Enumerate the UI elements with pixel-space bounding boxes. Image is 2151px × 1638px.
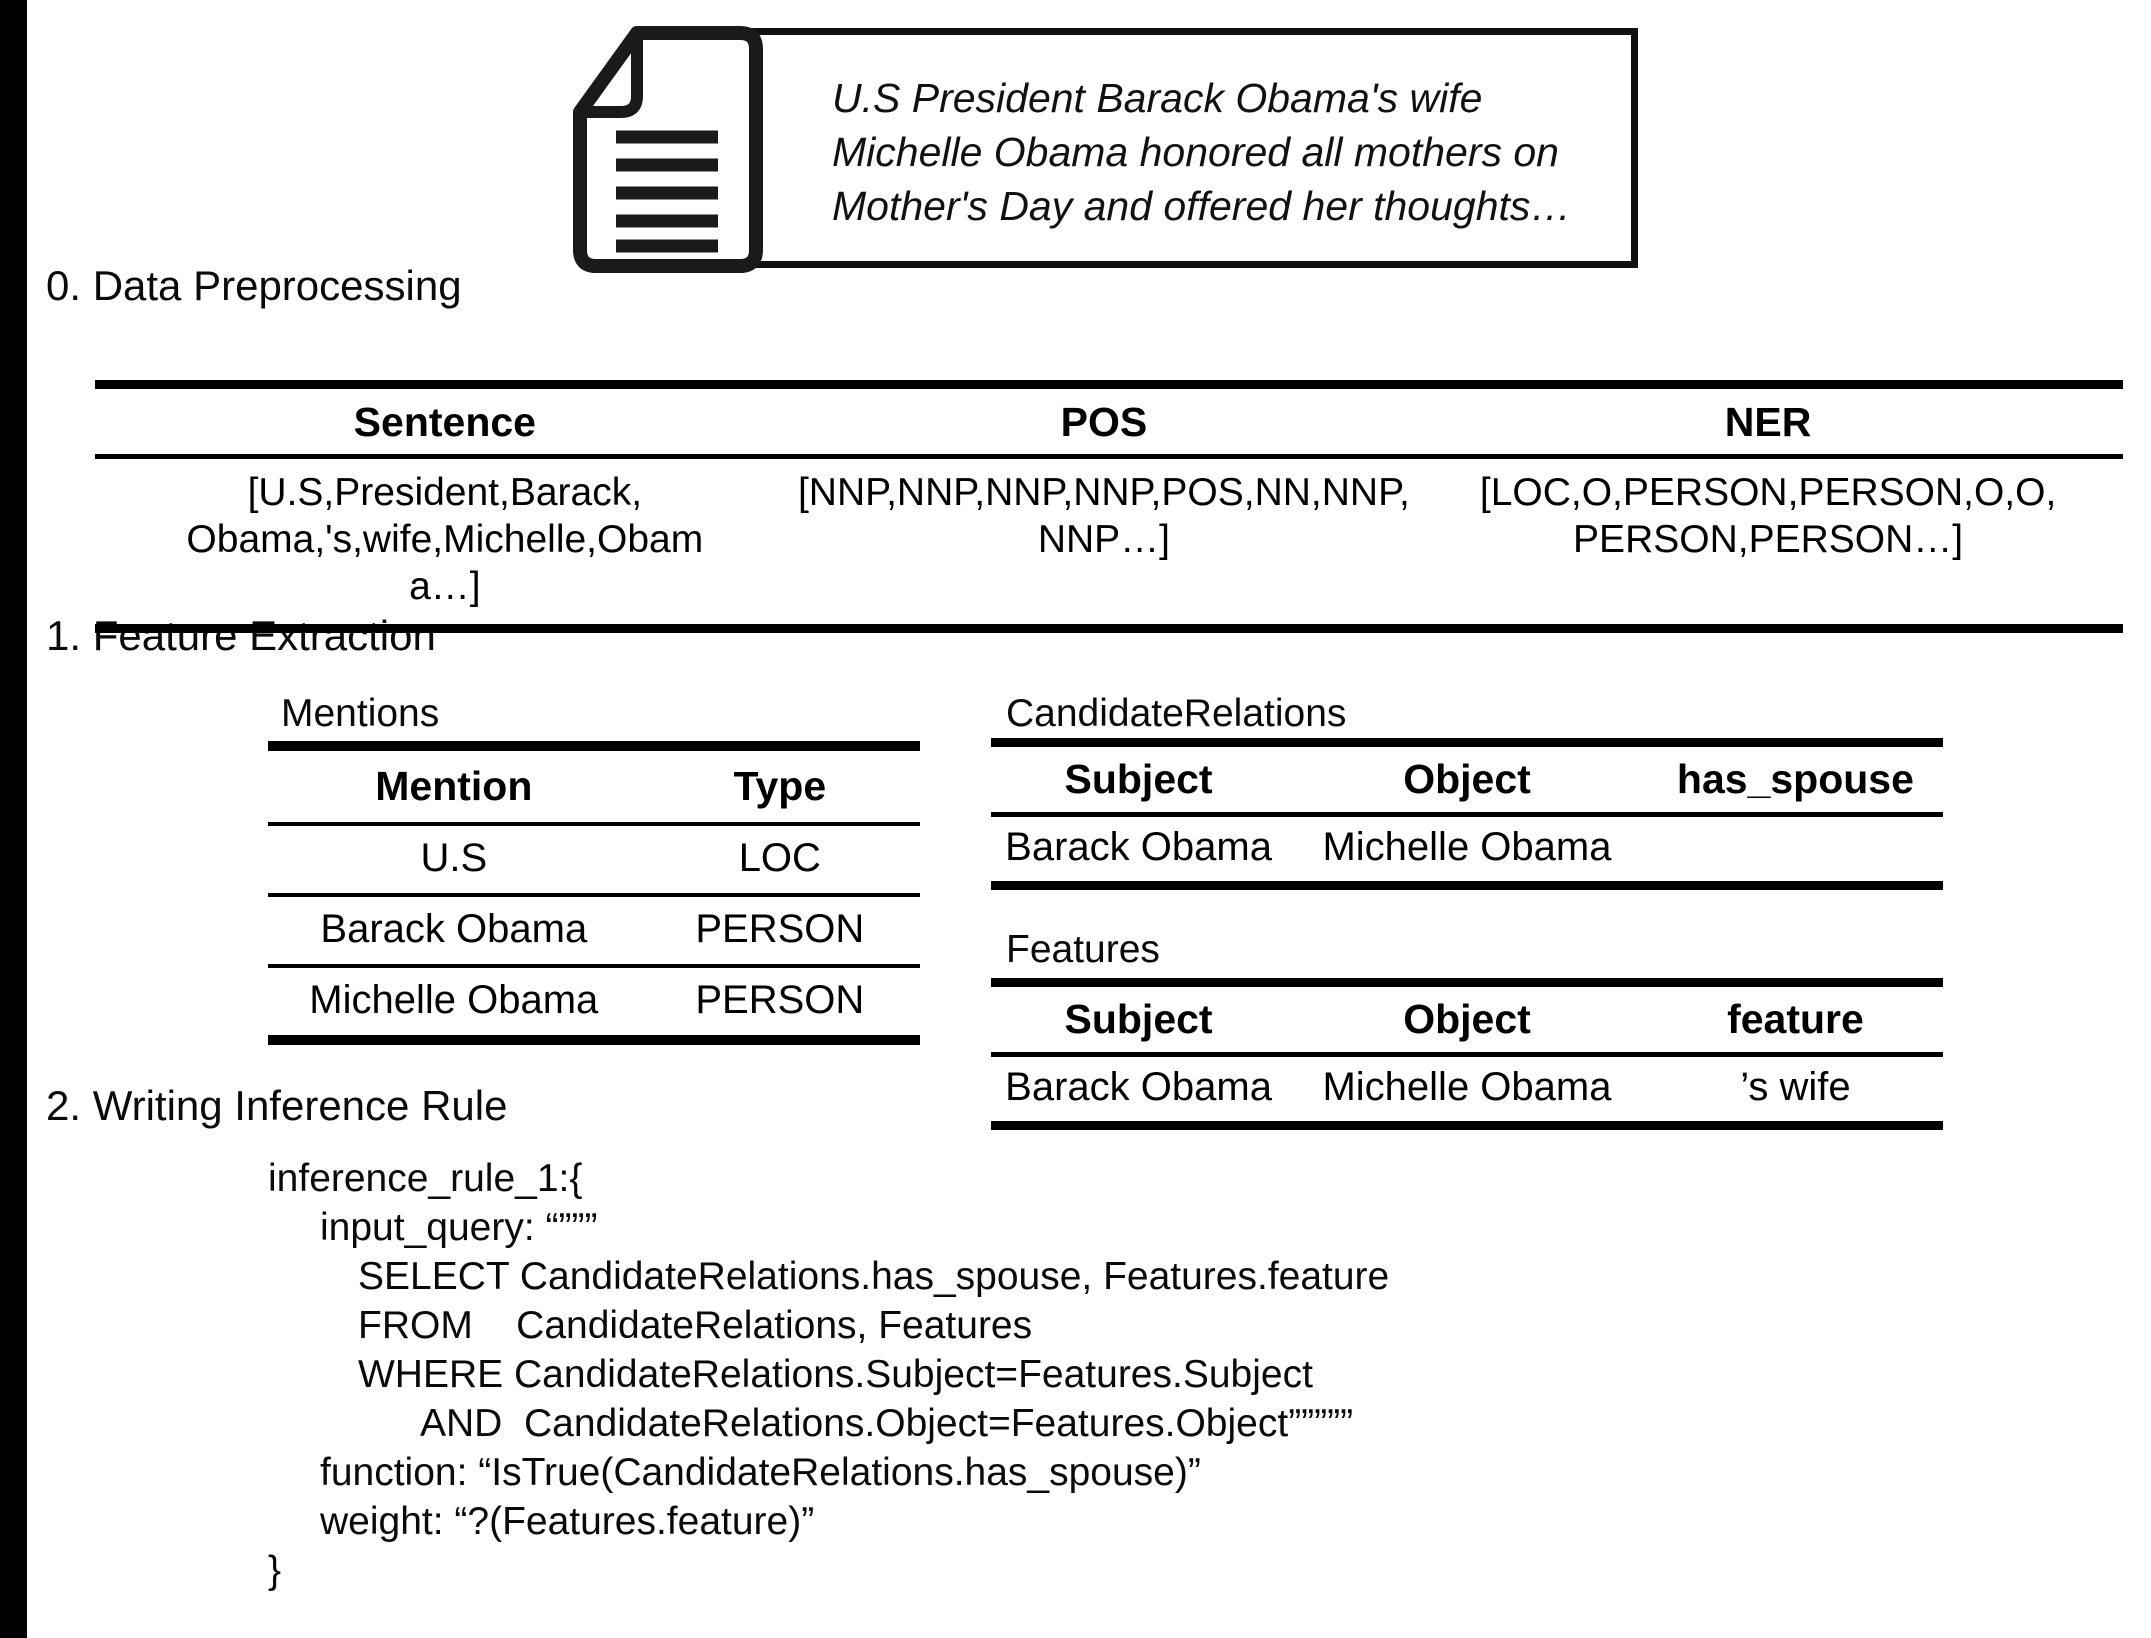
pos-cell: [795, 457, 1414, 629]
object-cell: Michelle Obama: [1286, 815, 1648, 886]
column-header: feature: [1648, 983, 1943, 1055]
table-row: [268, 895, 920, 966]
code-line: }: [268, 1549, 282, 1592]
mentions-table: [268, 741, 920, 1045]
section-2-heading: 2. Writing Inference Rule: [46, 1082, 508, 1129]
code-line: weight: “?(Features.feature)”: [320, 1500, 815, 1543]
mentions-table-label: Mentions: [281, 692, 440, 735]
scan-edge-bar: [0, 0, 27, 1638]
code-line: function: “IsTrue(CandidateRelations.has_spouse)”: [320, 1451, 1201, 1494]
cell-line: [NNP,NNP,NNP,NNP,POS,NN,NNP,: [797, 471, 1410, 514]
code-line: inference_rule_1:{: [268, 1157, 583, 1200]
cell-line: a…]: [409, 565, 481, 608]
table-row: [95, 457, 2123, 629]
column-header: Object: [1286, 743, 1648, 815]
cell-line: Obama,'s,wife,Michelle,Obam: [186, 518, 704, 561]
subject-cell: Barack Obama: [991, 815, 1286, 886]
column-header: Type: [640, 746, 920, 824]
sentence-cell: [95, 457, 795, 629]
mention-cell: Barack Obama: [268, 895, 640, 966]
cell-line: [U.S,President,Barack,: [247, 471, 643, 514]
document-note-box: [700, 28, 1638, 268]
table-row: [991, 815, 1943, 886]
column-header: Sentence: [95, 385, 795, 457]
table-row: [268, 824, 920, 895]
candidate-relations-table-label: CandidateRelations: [1006, 692, 1347, 735]
type-cell: PERSON: [640, 966, 920, 1040]
table-row: [991, 1055, 1943, 1126]
cell-line: PERSON,PERSON…]: [1573, 518, 1964, 561]
column-header: POS: [795, 385, 1414, 457]
code-line: AND CandidateRelations.Object=Features.Object”””””: [420, 1402, 1354, 1445]
feature-cell: ’s wife: [1648, 1055, 1943, 1126]
ner-cell: [1413, 457, 2123, 629]
code-line: FROM CandidateRelations, Features: [358, 1304, 1033, 1347]
section-1-heading: 1. Feature Extraction: [46, 612, 436, 659]
mention-cell: U.S: [268, 824, 640, 895]
column-header: Object: [1286, 983, 1648, 1055]
column-header: Subject: [991, 743, 1286, 815]
document-note-text: [832, 71, 1571, 233]
has-spouse-cell: [1648, 815, 1943, 886]
preprocessing-header-row: [95, 385, 2123, 457]
note-line: Michelle Obama honored all mothers on: [832, 129, 1559, 175]
column-header: Mention: [268, 746, 640, 824]
document-icon: [566, 24, 770, 274]
note-line: U.S President Barack Obama's wife: [832, 75, 1483, 121]
features-header-row: [991, 983, 1943, 1055]
preprocessing-table: [95, 380, 2123, 633]
inference-rule-code: [268, 1154, 1389, 1595]
code-line: input_query: “”””: [320, 1206, 598, 1249]
cell-line: NNP…]: [1037, 518, 1171, 561]
mentions-header-row: [268, 746, 920, 824]
subject-cell: Barack Obama: [991, 1055, 1286, 1126]
note-line: Mother's Day and offered her thoughts…: [832, 183, 1572, 229]
features-table: [991, 978, 1943, 1130]
column-header: NER: [1413, 385, 2123, 457]
column-header: Subject: [991, 983, 1286, 1055]
table-row: [268, 966, 920, 1040]
object-cell: Michelle Obama: [1286, 1055, 1648, 1126]
type-cell: LOC: [640, 824, 920, 895]
mention-cell: Michelle Obama: [268, 966, 640, 1040]
code-line: SELECT CandidateRelations.has_spouse, Features.feature: [358, 1255, 1390, 1298]
candidate-relations-table: [991, 738, 1943, 890]
section-0-heading: 0. Data Preprocessing: [46, 262, 462, 309]
type-cell: PERSON: [640, 895, 920, 966]
cell-line: [LOC,O,PERSON,PERSON,O,O,: [1479, 471, 2057, 514]
column-header: has_spouse: [1648, 743, 1943, 815]
features-table-label: Features: [1006, 928, 1160, 971]
code-line: WHERE CandidateRelations.Subject=Features.Subject: [358, 1353, 1313, 1396]
candidate-relations-header-row: [991, 743, 1943, 815]
